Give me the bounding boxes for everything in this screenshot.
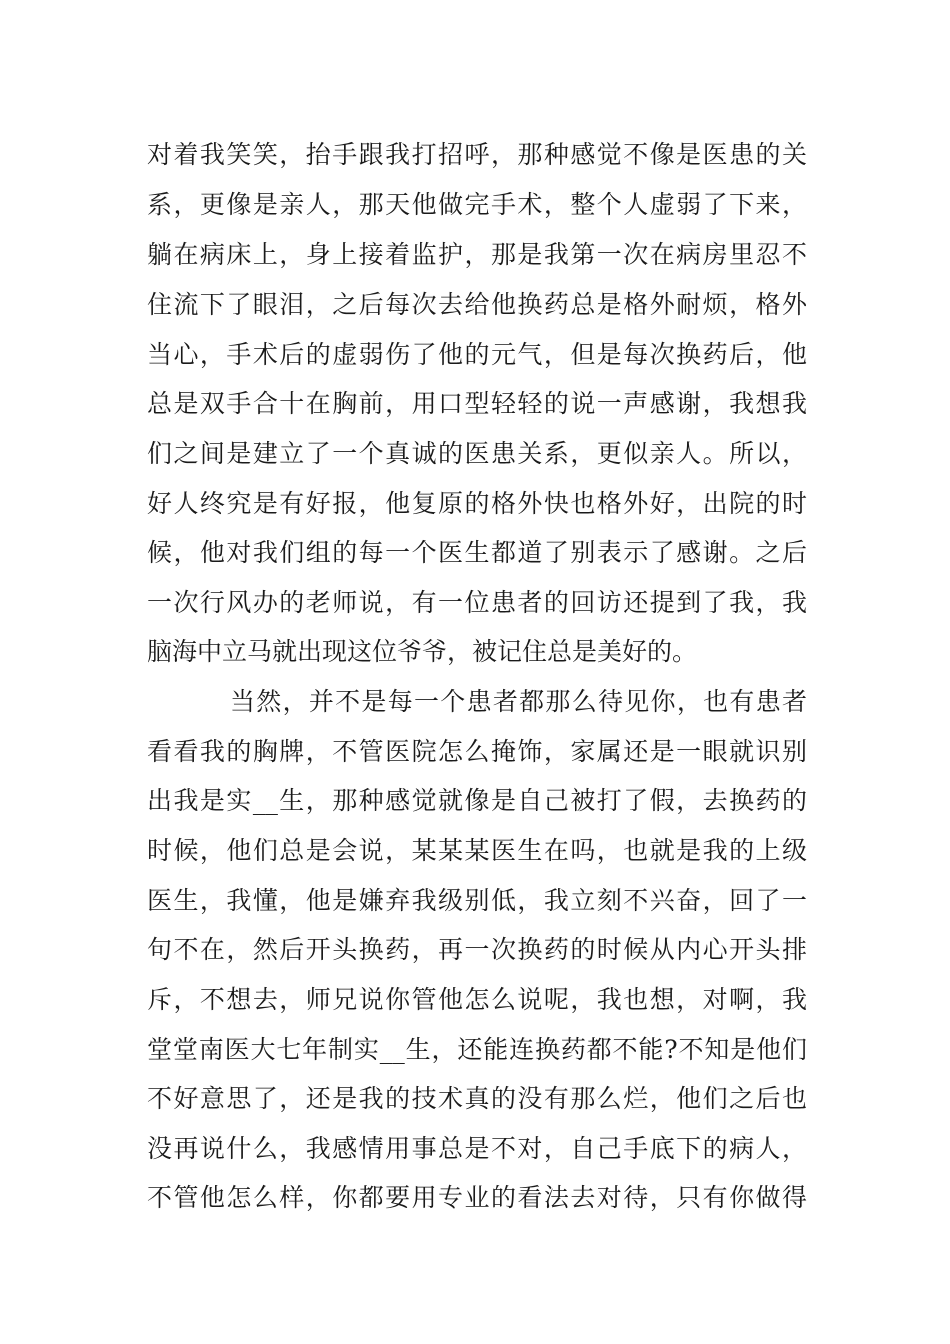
text-line: 一次行风办的老师说，有一位患者的回访还提到了我，我: [147, 588, 807, 617]
text-line: 不管他怎么样，你都要用专业的看法去对待，只有你做得: [147, 1183, 807, 1212]
text-line: 句不在，然后开头换药，再一次换药的时候从内心开头排: [147, 935, 807, 964]
text-line: 看看我的胸牌，不管医院怎么掩饰，家属还是一眼就识别: [147, 737, 807, 766]
text-line: 脑海中立马就出现这位爷爷，被记住总是美好的。: [147, 637, 698, 666]
text-line: 总是双手合十在胸前，用口型轻轻的说一声感谢，我想我: [147, 389, 807, 418]
text-line: 候，他对我们组的每一个医生都道了别表示了感谢。之后: [147, 538, 807, 567]
text-line: 医生，我懂，他是嫌弃我级别低，我立刻不兴奋，回了一: [147, 886, 807, 915]
text-line: 住流下了眼泪，之后每次去给他换药总是格外耐烦，格外: [147, 290, 807, 319]
text-line: 斥，不想去，师兄说你管他怎么说呢，我也想，对啊，我: [147, 985, 807, 1014]
text-line: 躺在病床上，身上接着监护，那是我第一次在病房里忍不: [147, 240, 807, 269]
text-line: 时候，他们总是会说，某某某医生在吗，也就是我的上级: [147, 836, 807, 865]
text-line: 没再说什么，我感情用事总是不对，自己手底下的病人，: [147, 1134, 807, 1163]
text-line: 当然，并不是每一个患者都那么待见你，也有患者: [230, 687, 807, 716]
text-line: 当心，手术后的虚弱伤了他的元气，但是每次换药后，他: [147, 340, 807, 369]
text-line: 好人终究是有好报，他复原的格外快也格外好，出院的时: [147, 489, 807, 518]
text-line: 们之间是建立了一个真诚的医患关系，更似亲人。所以，: [147, 439, 807, 468]
text-line: 系，更像是亲人，那天他做完手术，整个人虚弱了下来，: [147, 190, 807, 219]
text-line: 对着我笑笑，抬手跟我打招呼，那种感觉不像是医患的关: [147, 140, 807, 169]
text-line: 不好意思了，还是我的技术真的没有那么烂，他们之后也: [147, 1084, 807, 1113]
text-line: 堂堂南医大七年制实__生，还能连换药都不能?不知是他们: [147, 1035, 807, 1064]
text-line: 出我是实__生，那种感觉就像是自己被打了假，去换药的: [147, 786, 807, 815]
